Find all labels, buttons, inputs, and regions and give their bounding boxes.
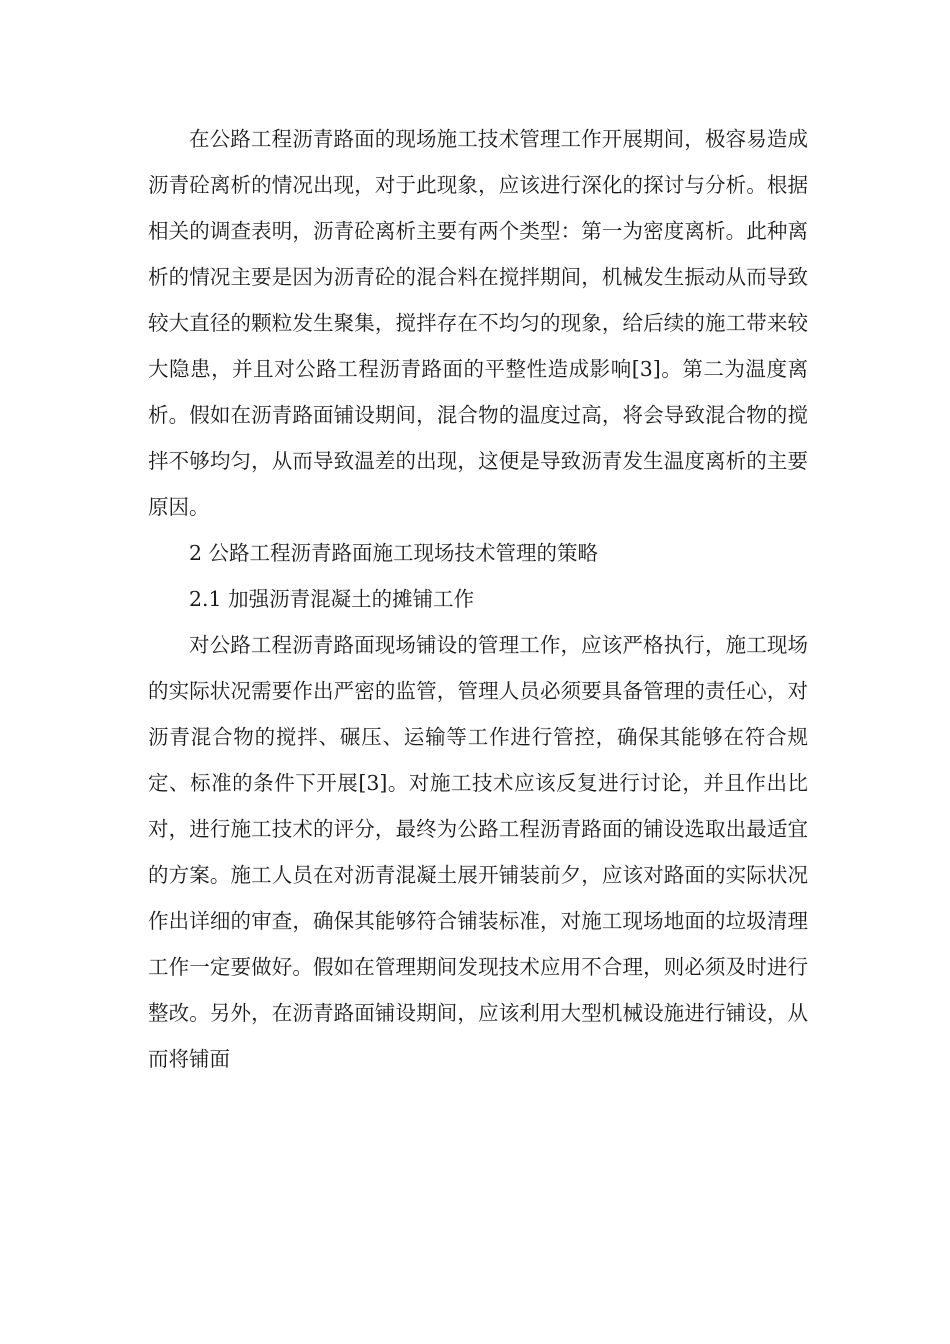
subsection-heading-2-1: 2.1 加强沥青混凝土的摊铺工作 [189, 587, 475, 611]
section-heading-2: 2 公路工程沥青路面施工现场技术管理的策略 [189, 541, 599, 565]
document-body [148, 116, 808, 1082]
paragraph-segregation: 在公路工程沥青路面的现场施工技术管理工作开展期间，极容易造成沥青砼离析的情况出现，对于此现象，应该进行深化的探讨与分析。根据相关的调查表明，沥青砼离析主要有两个类型：第一为密度离析。此种离析的情况主要是因为沥青砼的混合料在搅拌期间，机械发生振动从而导致较大直径的颗粒发生聚集，搅拌存在不均匀的现象，给后续的施工带来较大隐患，并且对公路工程沥青路面的平整性造成影响[3]。第二为温度离析。假如在沥青路面铺设期间，混合物的温度过高，将会导致混合物的搅拌不够均匀，从而导致温差的出现，这便是导致沥青发生温度离析的主要原因。 [148, 127, 808, 519]
paragraph-paving-management: 对公路工程沥青路面现场铺设的管理工作，应该严格执行，施工现场的实际状况需要作出严密的监管，管理人员必须要具备管理的责任心，对沥青混合物的搅拌、碾压、运输等工作进行管控，确保其能够在符合规定、标准的条件下开展[3]。对施工技术应该反复进行讨论，并且作出比对，进行施工技术的评分，最终为公路工程沥青路面的铺设选取出最适宜的方案。施工人员在对沥青混凝土展开铺装前夕，应该对路面的实际状况作出详细的审查，确保其能够符合铺装标准，对施工现场地面的垃圾清理工作一定要做好。假如在管理期间发现技术应用不合理，则必须及时进行整改。另外，在沥青路面铺设期间，应该利用大型机械设施进行铺设，从而将铺面 [148, 633, 808, 1071]
